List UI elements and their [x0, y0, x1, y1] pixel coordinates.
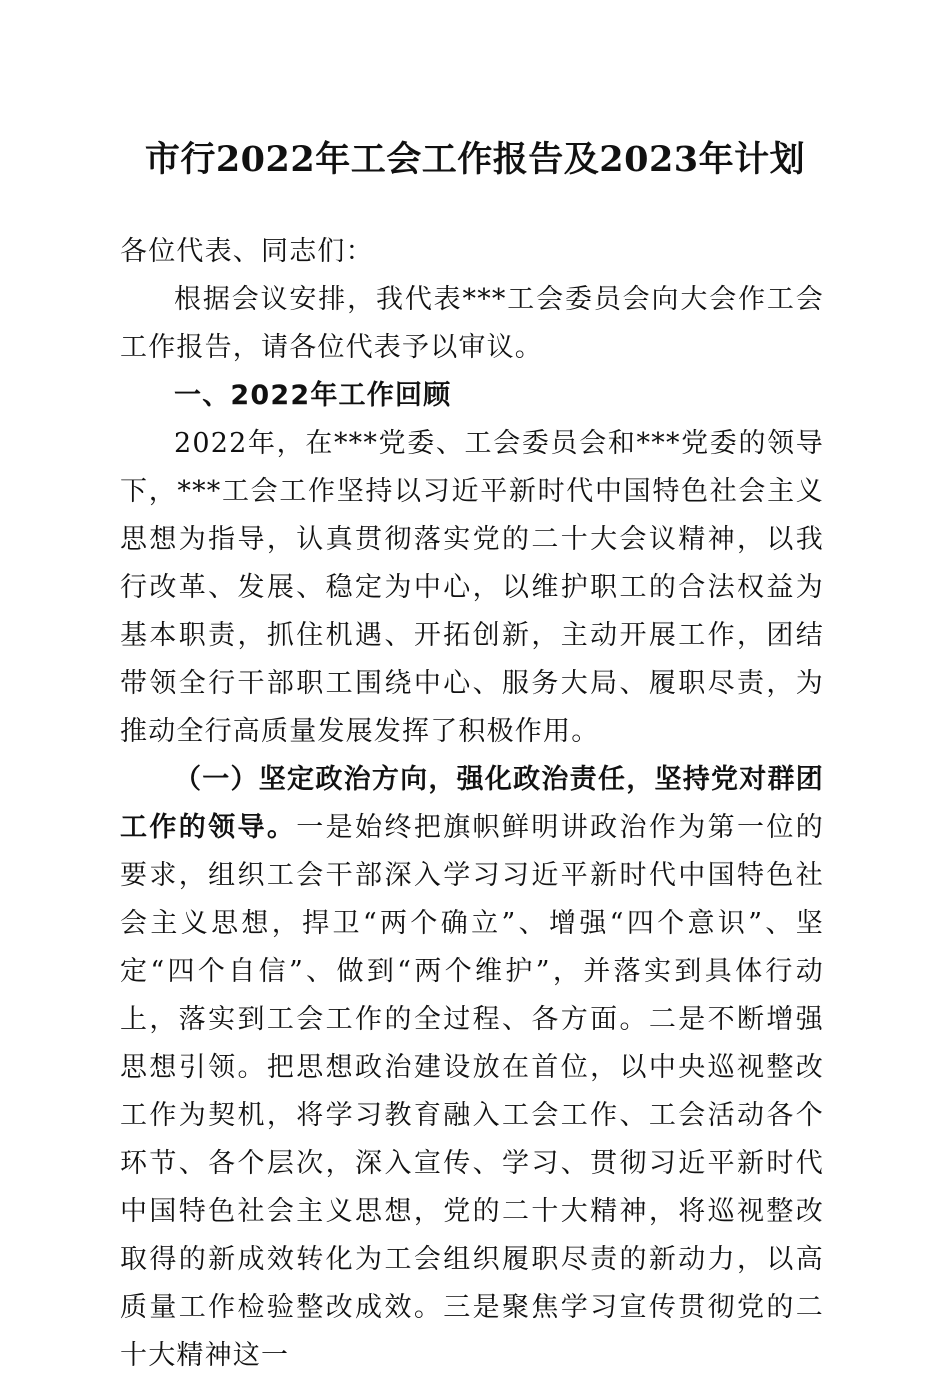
document-body: [120, 228, 824, 1380]
subsection-heading: （一）坚定政治方向，强化政治责任，坚持党对群团工作的领导。: [120, 764, 824, 843]
subsection-paragraph: [120, 756, 824, 1380]
intro-paragraph: 根据会议安排，我代表***工会委员会向大会作工会工作报告，请各位代表予以审议。: [120, 284, 824, 363]
section-paragraph: 2022年，在***党委、工会委员会和***党委的领导下，***工会工作坚持以习近平新时代中国特色社会主义思想为指导，认真贯彻落实党的二十大会议精神，以我行改革、发展、稳定为中心，以维护职工的合法权益为基本职责，抓住机遇、开拓创新，主动开展工作，团结带领全行干部职工围绕中心、服务大局、履职尽责，为推动全行高质量发展发挥了积极作用。: [120, 428, 824, 747]
section-heading: 一、2022年工作回顾: [174, 380, 452, 411]
salutation: 各位代表、同志们：: [120, 236, 374, 267]
document-title: 市行2022年工会工作报告及2023年计划: [144, 139, 806, 180]
subsection-body: 一是始终把旗帜鲜明讲政治作为第一位的要求，组织工会干部深入学习习近平新时代中国特色社会主义思想，捍卫“两个确立”、增强“四个意识”、坚定“四个自信”、做到“两个维护”，并落实到具体行动上，落实到工会工作的全过程、各方面。二是不断增强思想引领。把思想政治建设放在首位，以中央巡视整改工作为契机，将学习教育融入工会工作、工会活动各个环节、各个层次，深入宣传、学习、贯彻习近平新时代中国特色社会主义思想，党的二十大精神，将巡视整改取得的新成效转化为工会组织履职尽责的新动力，以高质量工作检验整改成效。三是聚焦学习宣传贯彻党的二十大精神这一: [120, 812, 824, 1371]
